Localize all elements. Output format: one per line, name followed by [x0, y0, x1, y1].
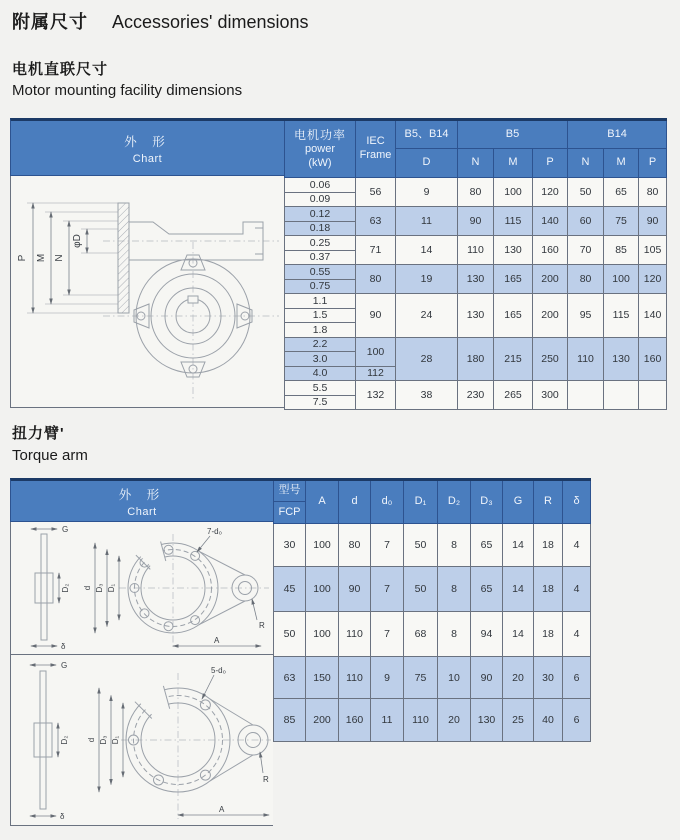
- power-cell: 0.55: [285, 265, 356, 280]
- header-dim-D: D: [396, 149, 458, 178]
- dim-label-delta: δ: [60, 812, 65, 821]
- dim-label-D2: D₂: [61, 583, 70, 593]
- frame-cell: 132: [356, 381, 396, 410]
- motor-section-heading-en: Motor mounting facility dimensions: [12, 82, 243, 99]
- page-title-en: Accessories' dimensions: [112, 12, 309, 32]
- header-col-d: d: [339, 480, 371, 524]
- value-cell: 4: [563, 567, 591, 612]
- chart-label-zh: 外 形: [124, 134, 171, 149]
- dim-cell: 140: [639, 294, 667, 338]
- power-cell: 1.1: [285, 294, 356, 309]
- power-cell: 3.0: [285, 352, 356, 367]
- dim-cell: 200: [533, 294, 568, 338]
- dim-cell: 28: [396, 337, 458, 381]
- value-cell: 110: [404, 699, 438, 742]
- value-cell: 75: [404, 657, 438, 699]
- value-cell: 30: [534, 657, 563, 699]
- power-cell: 1.5: [285, 308, 356, 323]
- value-cell: 130: [471, 699, 503, 742]
- header-b5-b14: B5、B14: [396, 120, 458, 149]
- value-cell: 10: [438, 657, 471, 699]
- dim-cell: 80: [568, 265, 604, 294]
- dim-cell: 50: [568, 178, 604, 207]
- torque-table-row: [274, 612, 591, 657]
- value-cell: 18: [534, 567, 563, 612]
- dim-label-M: M: [36, 253, 47, 263]
- dim-cell: 90: [458, 207, 494, 236]
- value-cell: 110: [339, 612, 371, 657]
- power-cell: 0.25: [285, 236, 356, 251]
- motor-section-heading-zh: 电机直联尺寸: [12, 61, 109, 78]
- value-cell: 7: [371, 612, 404, 657]
- torque-arm-table: [10, 478, 591, 826]
- dim-cell: 14: [396, 236, 458, 265]
- gearbox-outline: [118, 203, 263, 377]
- motor-table-row: [285, 265, 667, 280]
- torque-table-row: [274, 699, 591, 742]
- dim-cell: 105: [639, 236, 667, 265]
- frame-cell: 80: [356, 265, 396, 294]
- dim-label-N: N: [54, 254, 65, 262]
- frame-cell: 90: [356, 294, 396, 338]
- motor-table-row: [285, 207, 667, 222]
- motor-table-row: [285, 178, 667, 193]
- power-cell: 0.12: [285, 207, 356, 222]
- model-cell: 85: [274, 699, 306, 742]
- power-cell: 0.18: [285, 221, 356, 236]
- dim-cell: 75: [604, 207, 639, 236]
- value-cell: 160: [339, 699, 371, 742]
- power-cell: 7.5: [285, 395, 356, 410]
- dim-label-A: A: [214, 636, 220, 645]
- torque-header-row: [274, 480, 591, 502]
- power-cell: 0.37: [285, 250, 356, 265]
- value-cell: 7: [371, 524, 404, 567]
- header-dim-P: P: [533, 149, 568, 178]
- torque-table-row: [274, 524, 591, 567]
- dim-cell: 100: [494, 178, 533, 207]
- header-dim-M: M: [494, 149, 533, 178]
- dim-cell: 115: [494, 207, 533, 236]
- header-col-R: R: [534, 480, 563, 524]
- header-model-fcp: FCP: [274, 502, 306, 524]
- header-col-A: A: [306, 480, 339, 524]
- dim-cell: 250: [533, 337, 568, 381]
- value-cell: 6: [563, 657, 591, 699]
- dim-label-D1: D₁: [111, 735, 120, 745]
- dim-label-G: G: [62, 525, 69, 534]
- page-title-zh: 附属尺寸: [12, 12, 88, 32]
- dim-cell: 130: [494, 236, 533, 265]
- value-cell: 8: [438, 612, 471, 657]
- motor-chart-column: [10, 118, 284, 408]
- model-cell: 50: [274, 612, 306, 657]
- dim-cell: 85: [604, 236, 639, 265]
- value-cell: 9: [371, 657, 404, 699]
- motor-header-row: [285, 120, 667, 149]
- frame-cell: 71: [356, 236, 396, 265]
- side-view: [34, 671, 52, 809]
- torque-section-heading-en: Torque arm: [12, 447, 88, 464]
- dim-cell: 265: [494, 381, 533, 410]
- value-cell: 40: [534, 699, 563, 742]
- dim-cell: 9: [396, 178, 458, 207]
- value-cell: 4: [563, 612, 591, 657]
- gearbox-drawing-cell: [10, 176, 284, 408]
- dim-cell: 130: [458, 265, 494, 294]
- header-col-D₃: D₃: [471, 480, 503, 524]
- torque-chart-column: [10, 478, 273, 826]
- value-cell: 25: [503, 699, 534, 742]
- dim-label-delta: δ: [61, 642, 66, 651]
- power-cell: 0.06: [285, 178, 356, 193]
- page-title: [12, 8, 309, 34]
- value-cell: 18: [534, 612, 563, 657]
- model-cell: 45: [274, 567, 306, 612]
- header-motor-power: 电机功率 power (kW): [285, 120, 356, 178]
- main-dims: [95, 536, 261, 646]
- value-cell: 100: [306, 567, 339, 612]
- model-cell: 63: [274, 657, 306, 699]
- header-model-zh: 型号: [274, 480, 306, 502]
- dim-cell: 60: [568, 207, 604, 236]
- value-cell: 100: [306, 612, 339, 657]
- dim-cell: 90: [639, 207, 667, 236]
- dim-label-D3: D₃: [95, 583, 104, 593]
- value-cell: 14: [503, 567, 534, 612]
- value-cell: 50: [404, 567, 438, 612]
- frame-cell: 56: [356, 178, 396, 207]
- value-cell: 65: [471, 524, 503, 567]
- dim-label-d: d: [87, 737, 96, 743]
- dim-cell: 160: [639, 337, 667, 381]
- header-col-D₁: D₁: [404, 480, 438, 524]
- value-cell: 14: [503, 524, 534, 567]
- header-col-D₂: D₂: [438, 480, 471, 524]
- dim-label-D3: D₃: [99, 735, 108, 745]
- value-cell: 6: [563, 699, 591, 742]
- model-cell: 30: [274, 524, 306, 567]
- value-cell: 50: [404, 524, 438, 567]
- header-col-G: G: [503, 480, 534, 524]
- dim-cell: 70: [568, 236, 604, 265]
- dim-cell: 100: [604, 265, 639, 294]
- dim-cell: 38: [396, 381, 458, 410]
- frame-cell: 63: [356, 207, 396, 236]
- dim-cell: 215: [494, 337, 533, 381]
- value-cell: 90: [471, 657, 503, 699]
- dim-cell: 200: [533, 265, 568, 294]
- header-dim-N: N: [568, 149, 604, 178]
- dim-label-R: R: [259, 621, 265, 630]
- dim-cell: 19: [396, 265, 458, 294]
- motor-table-row: [285, 294, 667, 309]
- value-cell: 7: [371, 567, 404, 612]
- power-cell: 1.8: [285, 323, 356, 338]
- dim-cell: 165: [494, 294, 533, 338]
- ring-gap: [137, 684, 179, 740]
- torque-section-heading-zh: 扭力臂': [12, 425, 65, 442]
- value-cell: 4: [563, 524, 591, 567]
- value-cell: 18: [534, 524, 563, 567]
- dim-label-G: G: [61, 661, 68, 670]
- header-b14: B14: [568, 120, 667, 149]
- dim-label-A: A: [219, 805, 225, 814]
- dimension-labels: [17, 234, 83, 262]
- power-cell: 2.2: [285, 337, 356, 352]
- value-cell: 14: [503, 612, 534, 657]
- dim-cell: 160: [533, 236, 568, 265]
- dim-cell: 80: [639, 178, 667, 207]
- torque-arm-diagram-7-holes: [11, 522, 273, 653]
- dim-label-P: P: [17, 254, 28, 262]
- torque-chart-header: [10, 478, 273, 522]
- dim-label-D1: D₁: [107, 583, 116, 593]
- torque-arm-drawing-2: [10, 655, 273, 826]
- dim-cell: 140: [533, 207, 568, 236]
- frame-cell: 100: [356, 337, 396, 366]
- value-cell: 150: [306, 657, 339, 699]
- chart-label-en: Chart: [132, 152, 163, 165]
- dim-cell: 230: [458, 381, 494, 410]
- value-cell: 68: [404, 612, 438, 657]
- dim-cell: 110: [458, 236, 494, 265]
- dim-cell: 110: [568, 337, 604, 381]
- value-cell: 80: [339, 524, 371, 567]
- motor-chart-header: [10, 118, 284, 176]
- dim-cell: [604, 381, 639, 410]
- value-cell: 200: [306, 699, 339, 742]
- value-cell: 90: [339, 567, 371, 612]
- dim-cell: 180: [458, 337, 494, 381]
- dim-cell: 80: [458, 178, 494, 207]
- motor-mounting-table: [10, 118, 667, 410]
- dim-cell: 24: [396, 294, 458, 338]
- dim-cell: 165: [494, 265, 533, 294]
- chart-label-en: Chart: [127, 505, 157, 518]
- value-cell: 65: [471, 567, 503, 612]
- frame-cell: 112: [356, 366, 396, 381]
- header-dim-P: P: [639, 149, 667, 178]
- value-cell: 20: [503, 657, 534, 699]
- value-cell: 11: [371, 699, 404, 742]
- value-cell: 8: [438, 524, 471, 567]
- dim-label-phiD: φD: [72, 234, 83, 248]
- value-cell: 8: [438, 567, 471, 612]
- dim-cell: 300: [533, 381, 568, 410]
- value-cell: 94: [471, 612, 503, 657]
- dim-cell: 130: [604, 337, 639, 381]
- dim-cell: 65: [604, 178, 639, 207]
- dim-cell: 120: [639, 265, 667, 294]
- hole-callout: 5-d₀: [211, 666, 226, 675]
- value-cell: 110: [339, 657, 371, 699]
- dim-cell: 120: [533, 178, 568, 207]
- side-view: [35, 534, 53, 640]
- dim-cell: [639, 381, 667, 410]
- value-cell: 100: [306, 524, 339, 567]
- power-cell: 5.5: [285, 381, 356, 396]
- dim-label-d: d: [83, 585, 92, 591]
- hole-callout: 7-d₀: [207, 527, 222, 536]
- header-b5: B5: [458, 120, 568, 149]
- header-dim-M: M: [604, 149, 639, 178]
- power-cell: 0.75: [285, 279, 356, 294]
- dim-label-D2: D₂: [60, 735, 69, 745]
- power-cell: 0.09: [285, 192, 356, 207]
- torque-table-row: [274, 657, 591, 699]
- dim-cell: 115: [604, 294, 639, 338]
- value-cell: 20: [438, 699, 471, 742]
- torque-dimensions-table: [273, 478, 591, 742]
- dim-label-R: R: [263, 775, 269, 784]
- motor-dimensions-table: [284, 118, 667, 410]
- header-dim-N: N: [458, 149, 494, 178]
- header-col-δ: δ: [563, 480, 591, 524]
- motor-table-row: [285, 381, 667, 396]
- header-col-d₀: d₀: [371, 480, 404, 524]
- main-dims: [99, 675, 269, 815]
- torque-table-row: [274, 567, 591, 612]
- header-iec-frame: IEC Frame: [356, 120, 396, 178]
- torque-arm-drawing-1: [10, 522, 273, 655]
- dim-cell: 130: [458, 294, 494, 338]
- dim-cell: 11: [396, 207, 458, 236]
- gearbox-diagram: [11, 176, 284, 407]
- dim-cell: [568, 381, 604, 410]
- torque-arm-diagram-5-holes: [11, 655, 273, 824]
- chart-label-zh: 外 形: [118, 487, 166, 502]
- motor-table-row: [285, 337, 667, 352]
- power-cell: 4.0: [285, 366, 356, 381]
- dim-cell: 95: [568, 294, 604, 338]
- motor-table-row: [285, 236, 667, 251]
